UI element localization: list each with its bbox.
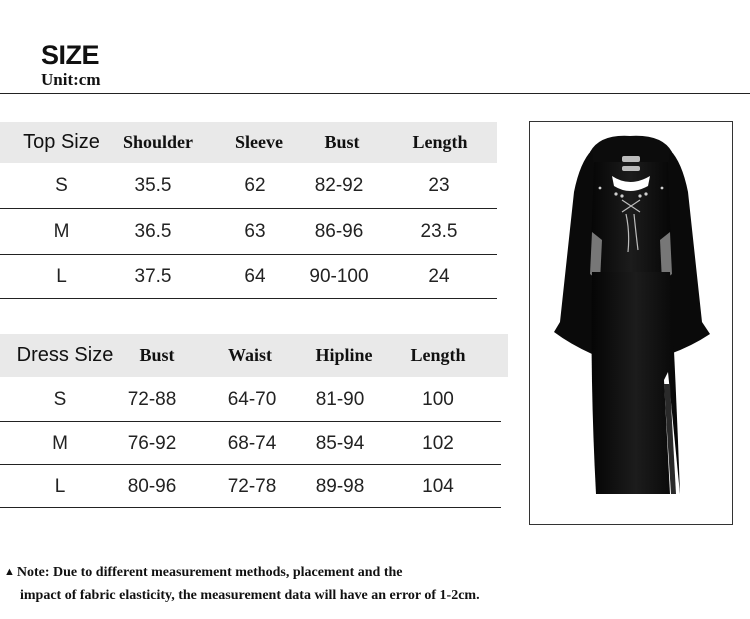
top-size-l: L [56,266,67,287]
table-row [0,422,501,465]
top-bust-s: 82-92 [314,175,364,196]
dress-hipline-s: 81-90 [315,388,365,410]
top-shoulder-m: 36.5 [134,221,172,242]
top-size-s: S [55,175,68,196]
dress-col-size: Dress Size [16,344,114,366]
top-bust-l: 90-100 [309,266,369,287]
row-divider [0,507,501,508]
top-sleeve-m: 63 [244,221,266,242]
dress-bust-m: 76-92 [127,432,177,454]
top-size-table [0,122,497,299]
top-col-sleeve: Sleeve [235,132,283,152]
dress-size-l: L [54,475,66,497]
table-row [0,209,497,255]
top-size-m: M [53,221,70,242]
dress-waist-l: 72-78 [227,475,277,497]
table-row [0,163,497,209]
dress-length-m: 102 [422,432,454,454]
top-length-s: 23 [428,175,450,196]
dress-length-l: 104 [422,475,454,497]
table-row [0,377,501,422]
top-col-shoulder: Shoulder [122,132,194,152]
dress-col-hipline: Hipline [315,345,373,365]
top-col-bust: Bust [324,132,360,152]
dress-bust-l: 80-96 [127,475,177,497]
dress-col-length: Length [410,345,466,365]
top-col-size: Top Size [23,131,100,153]
top-col-length: Length [412,132,468,152]
dress-length-s: 100 [422,388,454,410]
dress-size-s: S [53,388,67,410]
dress-bust-s: 72-88 [127,388,177,410]
measurement-note [4,561,724,607]
dress-size-m: M [52,432,68,454]
unit-label: Unit:cm [41,70,101,89]
top-sleeve-s: 62 [244,175,266,196]
dress-size-table [0,334,501,508]
table-row [0,255,497,299]
row-divider [0,298,497,299]
header-divider [0,93,750,94]
table-row [0,465,501,508]
dress-waist-s: 64-70 [227,388,277,410]
top-shoulder-s: 35.5 [134,175,172,196]
dress-hipline-l: 89-98 [315,475,365,497]
note-line-2: impact of fabric elasticity, the measurement data will have an error of 1-2cm. [20,588,480,603]
dress-waist-m: 68-74 [227,432,277,454]
top-shoulder-l: 37.5 [134,266,172,287]
top-table-header [0,122,497,163]
dress-col-waist: Waist [227,345,272,365]
triangle-up-icon: ▲ [4,566,15,578]
dress-hipline-m: 85-94 [315,432,365,454]
top-bust-m: 86-96 [314,221,364,242]
dress-table-header [0,334,508,377]
size-title: SIZE [41,40,100,70]
product-photo-frame [529,121,733,525]
dress-col-bust: Bust [139,345,175,365]
top-sleeve-l: 64 [244,266,266,287]
top-length-l: 24 [428,266,450,287]
note-line-1: Note: Due to different measurement methods, placement and the [16,565,403,580]
top-length-m: 23.5 [420,221,458,242]
black-velvet-dress-photo [530,122,732,524]
